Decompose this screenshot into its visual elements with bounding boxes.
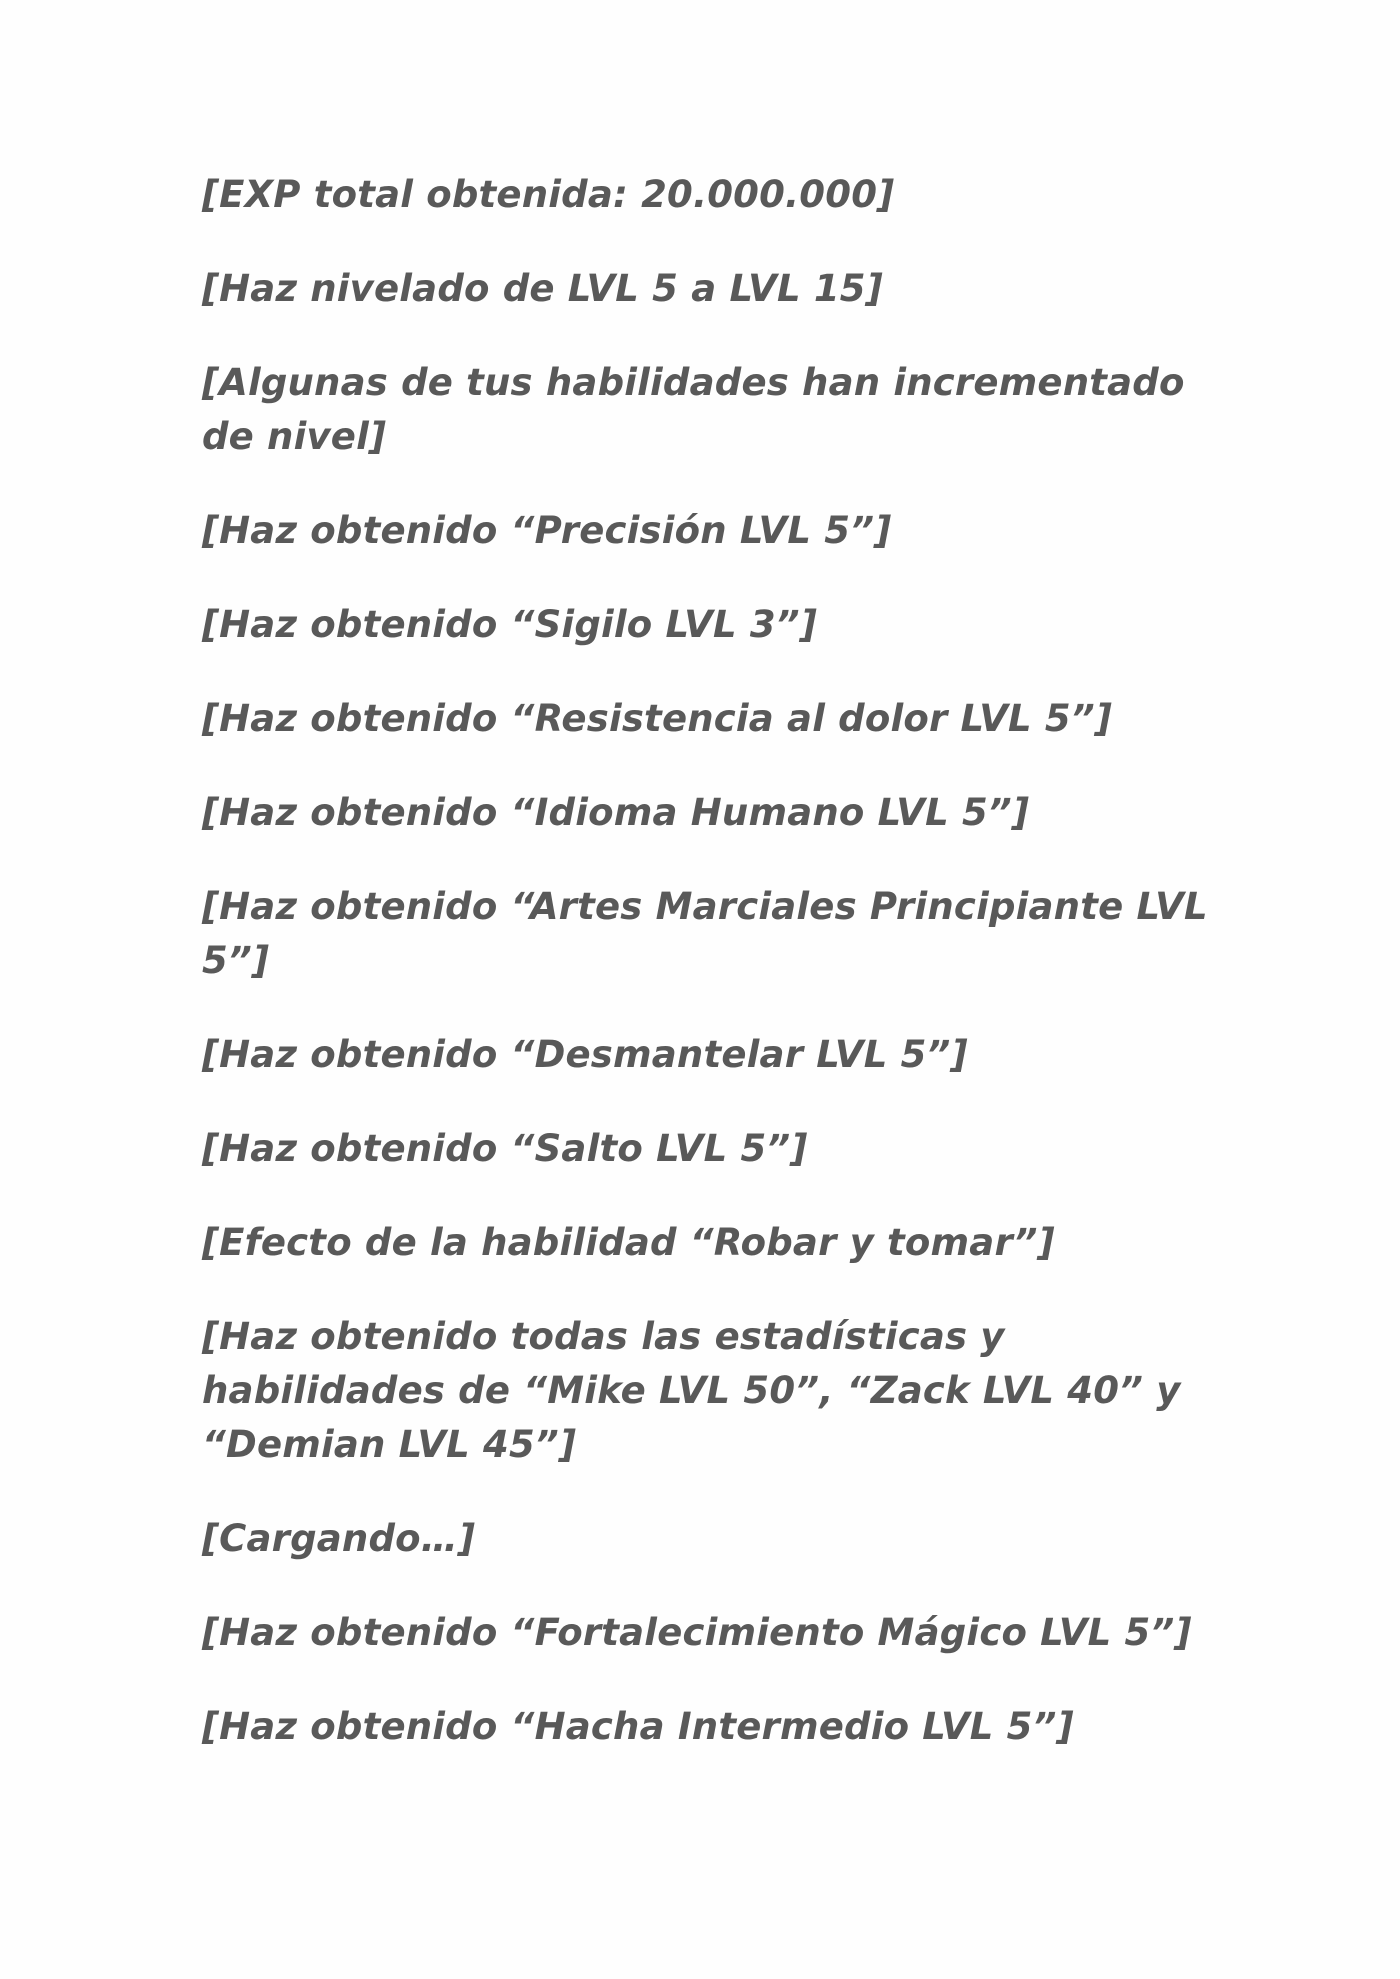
system-message-skill-human-language: [Haz obtenido “Idioma Humano LVL 5”]: [202, 791, 1030, 834]
system-message-skill-pain-resistance: [Haz obtenido “Resistencia al dolor LVL 5”]: [202, 697, 1112, 740]
document-body: [202, 168, 1212, 1794]
system-message-skills-increased: [Algunas de tus habilidades han incrementado de nivel]: [202, 361, 1185, 458]
system-message-skill-axe-intermediate: [Haz obtenido “Hacha Intermedio LVL 5”]: [202, 1705, 1074, 1748]
system-message-loading: [Cargando…]: [202, 1517, 476, 1560]
system-message-level-up: [Haz nivelado de LVL 5 a LVL 15]: [202, 267, 883, 310]
system-message-skill-effect: [Efecto de la habilidad “Robar y tomar”]: [202, 1221, 1055, 1264]
system-message-stats-obtained: [Haz obtenido todas las estadísticas y habilidades de “Mike LVL 50”, “Zack LVL 40” y “Demian LVL 45”]: [202, 1315, 1181, 1466]
system-message-exp-total: [EXP total obtenida: 20.000.000]: [202, 173, 895, 216]
system-message-skill-precision: [Haz obtenido “Precisión LVL 5”]: [202, 509, 892, 552]
system-message-skill-stealth: [Haz obtenido “Sigilo LVL 3”]: [202, 603, 817, 646]
system-message-skill-martial-arts: [Haz obtenido “Artes Marciales Principiante LVL 5”]: [202, 885, 1208, 982]
system-message-skill-jump: [Haz obtenido “Salto LVL 5”]: [202, 1127, 808, 1170]
system-message-skill-magic-strengthening: [Haz obtenido “Fortalecimiento Mágico LVL 5”]: [202, 1611, 1192, 1654]
system-message-skill-dismantle: [Haz obtenido “Desmantelar LVL 5”]: [202, 1033, 968, 1076]
